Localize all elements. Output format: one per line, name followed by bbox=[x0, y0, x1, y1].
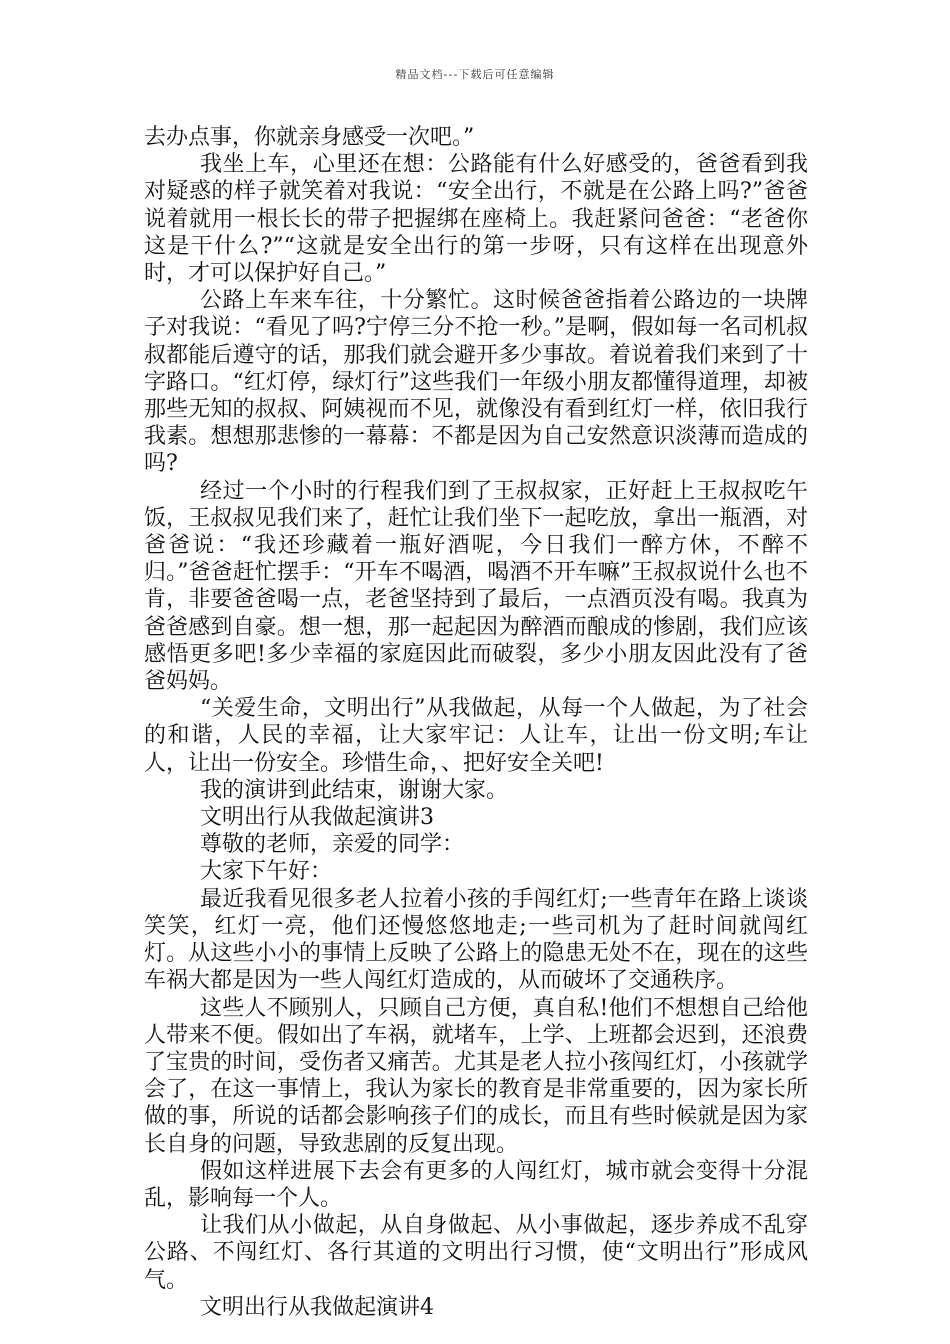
paragraph: 去办点事，你就亲身感受一次吧。” bbox=[144, 125, 475, 150]
section-title: 文明出行从我做起演讲4 bbox=[200, 1294, 434, 1320]
page-header: 精品文档---下载后可任意编辑 bbox=[395, 68, 555, 81]
document-body bbox=[144, 124, 808, 1321]
paragraph: “关爱生命，文明出行”从我做起，从每一个人做起，为了社会的和谐，人民的幸福，让大家牢记：人让车，让出一份文明;车让人，让出一份安全。珍惜生命，、把好安全关吧! bbox=[144, 696, 808, 776]
paragraph: 经过一个小时的行程我们到了王叔叔家，正好赶上王叔叔吃午饭，王叔叔见我们来了，赶忙让我们坐下一起吃放，拿出一瓶酒，对爸爸说：“我还珍藏着一瓶好酒呢，今日我们一醉方休，不醉不归。”爸爸赶忙摆手：“开车不喝酒，喝酒不开车嘛”王叔叔说什么也不肯，非要爸爸喝一点，老爸坚持到了最后，一点酒页没有喝。我真为爸爸感到自豪。想一想，那一起起因为醉酒而酿成的惨剧，我们应该感悟更多吧!多少幸福的家庭因此而破裂，多少小朋友因此没有了爸爸妈妈。 bbox=[144, 478, 808, 695]
paragraph: 我坐上车，心里还在想：公路能有什么好感受的，爸爸看到我对疑惑的样子就笑着对我说：“安全出行，不就是在公路上吗?”爸爸说着就用一根长长的带子把握绑在座椅上。我赶紧问爸爸：“老爸你这是干什么?”“这就是安全出行的第一步呀，只有这样在出现意外时，才可以保护好自己。” bbox=[144, 152, 808, 287]
section-title: 文明出行从我做起演讲3 bbox=[200, 805, 434, 831]
paragraph: 最近我看见很多老人拉着小孩的手闯红灯;一些青年在路上谈谈笑笑，红灯一亮，他们还慢悠悠地走;一些司机为了赶时间就闯红灯。从这些小小的事情上反映了公路上的隐患无处不在，现在的这些车祸大都是因为一些人闯红灯造成的，从而破坏了交通秩序。 bbox=[144, 886, 808, 994]
paragraph: 让我们从小做起，从自身做起、从小事做起，逐步养成不乱穿公路、不闯红灯、各行其道的文明出行习惯，使“文明出行”形成风气。 bbox=[144, 1213, 808, 1293]
paragraph: 这些人不顾别人，只顾自己方便，真自私!他们不想想自己给他人带来不便。假如出了车祸，就堵车，上学、上班都会迟到，还浪费了宝贵的时间，受伤者又痛苦。尤其是老人拉小孩闯红灯，小孩就学会了，在这一事情上，我认为家长的教育是非常重要的，因为家长所做的事，所说的话都会影响孩子们的成长，而且有些时候就是因为家长自身的问题，导致悲剧的反复出现。 bbox=[144, 995, 808, 1157]
salutation: 尊敬的老师，亲爱的同学： bbox=[200, 832, 465, 858]
paragraph: 公路上车来车往，十分繁忙。这时候爸爸指着公路边的一块牌子对我说：“看见了吗?宁停三分不抢一秒。”是啊，假如每一名司机叔叔都能后遵守的话，那我们就会避开多少事故。着说着我们来到了十字路口。“红灯停，绿灯行”这些我们一年级小朋友都懂得道理，却被那些无知的叔叔、阿姨视而不见，就像没有看到红灯一样，依旧我行我素。想想那悲惨的一幕幕：不都是因为自己安然意识淡薄而造成的吗? bbox=[144, 288, 808, 477]
closing-line: 我的演讲到此结束，谢谢大家。 bbox=[200, 777, 509, 803]
greeting: 大家下午好： bbox=[200, 859, 333, 885]
paragraph: 假如这样进展下去会有更多的人闯红灯，城市就会变得十分混乱，影响每一个人。 bbox=[144, 1158, 808, 1211]
